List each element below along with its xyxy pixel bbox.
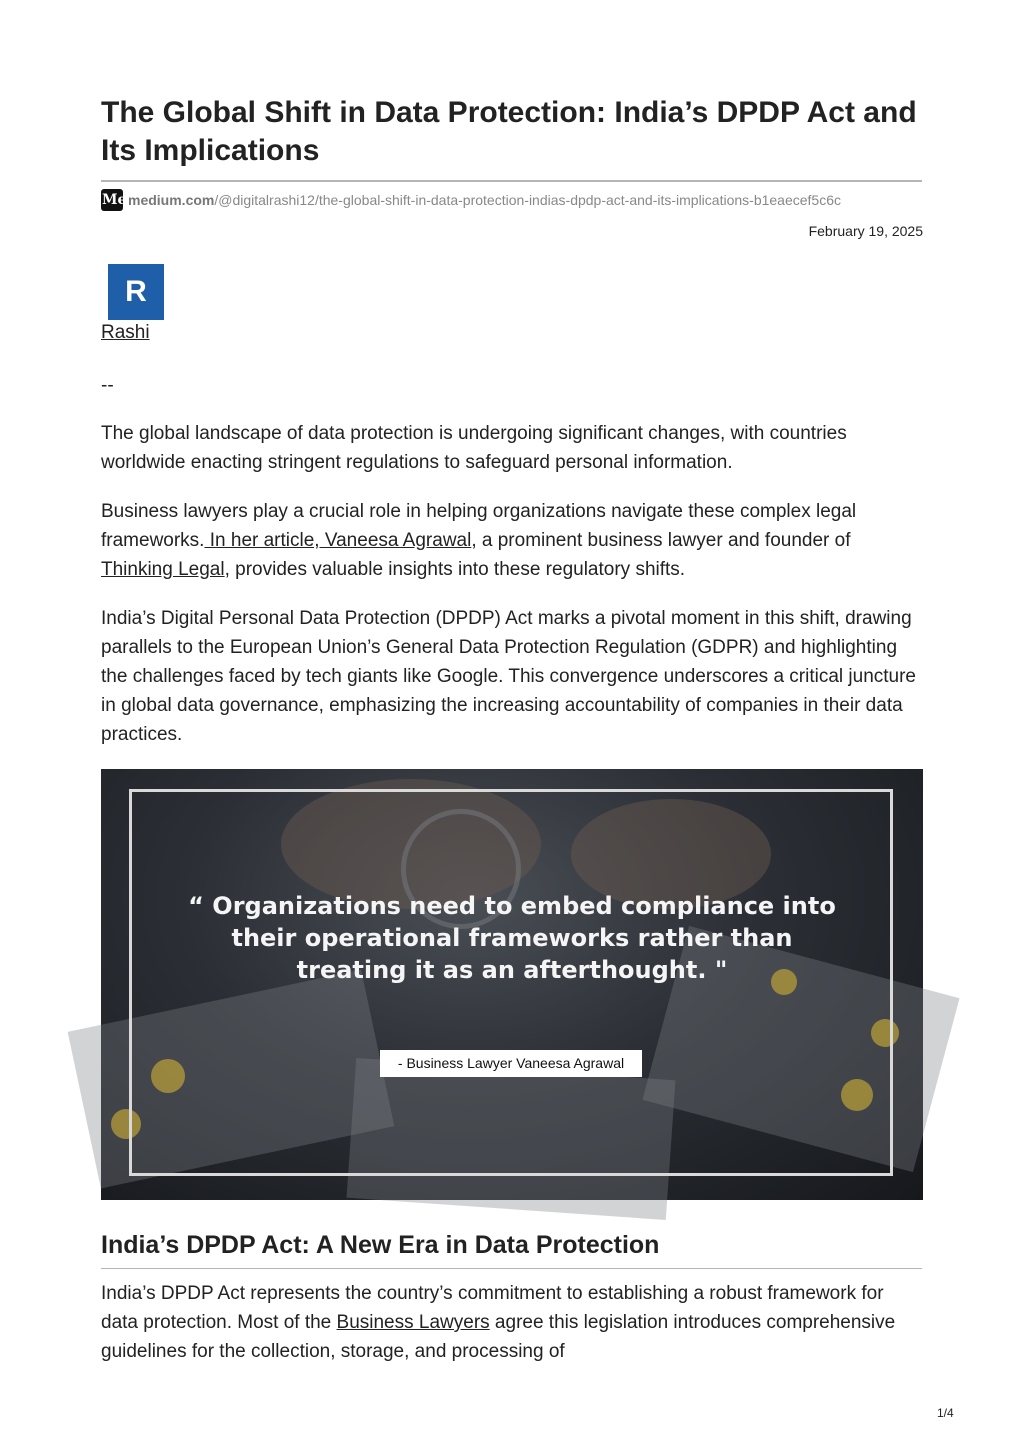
- quote-line: their operational frameworks rather than: [231, 924, 793, 952]
- source-url-line[interactable]: [101, 189, 841, 211]
- author-avatar[interactable]: R: [108, 264, 164, 320]
- separator: --: [101, 375, 114, 396]
- paragraph-text: India’s DPDP Act represents the country’s commitment to establishing a robust framework for data protection. Most of the: [101, 1283, 884, 1333]
- paragraph-text: , provides valuable insights into these regulatory shifts.: [224, 559, 686, 580]
- business-lawyers-link[interactable]: Business Lawyers: [336, 1312, 490, 1333]
- paragraph-text: Business lawyers play a crucial role in helping organizations navigate these complex legal frameworks.: [101, 501, 857, 551]
- quote-text: [101, 890, 923, 986]
- article-title: The Global Shift in Data Protection: India’s DPDP Act and Its Implications: [101, 96, 917, 167]
- title-divider: [101, 180, 922, 182]
- quote-line: treating it as an afterthought. ": [296, 956, 728, 984]
- author-link[interactable]: Rashi: [101, 322, 150, 343]
- paragraph-lawyers: [101, 497, 923, 584]
- publish-date: February 19, 2025: [808, 223, 923, 239]
- paragraph-intro: The global landscape of data protection is undergoing significant changes, with countries worldwide enacting stringent regulations to safeguard personal information.: [101, 423, 847, 473]
- page-number: 1/4: [937, 1406, 954, 1420]
- paragraph-text: , a prominent business lawyer and founder of: [471, 530, 851, 551]
- medium-favicon-icon: Me: [101, 189, 123, 211]
- quote-line: “ Organizations need to embed compliance into: [188, 892, 836, 920]
- paragraph-dpdp-act: [101, 1279, 923, 1366]
- thinking-legal-link[interactable]: Thinking Legal: [101, 559, 225, 580]
- quote-image: [101, 769, 923, 1200]
- paragraph-dpdp: India’s Digital Personal Data Protection (DPDP) Act marks a pivotal moment in this shift, drawing parallels to the European Union’s General Data Protection Regulation (GDPR) and highlighting the challenges faced by tech giants like Google. This convergence underscores a critical juncture in global data governance, emphasizing the increasing accountability of companies in their data practices.: [101, 608, 916, 745]
- section-divider: [101, 1268, 922, 1269]
- source-path: /@digitalrashi12/the-global-shift-in-data-protection-indias-dpdp-act-and-its-implications-b1eaecef5c6c: [214, 192, 841, 208]
- article-link[interactable]: In her article, Vaneesa Agrawal: [204, 530, 472, 551]
- quote-attribution: - Business Lawyer Vaneesa Agrawal: [380, 1050, 642, 1077]
- section-heading: India’s DPDP Act: A New Era in Data Protection: [101, 1231, 660, 1259]
- paragraph-text: agree this legislation introduces comprehensive guidelines for the collection, storage, and processing of: [101, 1312, 896, 1362]
- source-domain: medium.com: [128, 192, 215, 208]
